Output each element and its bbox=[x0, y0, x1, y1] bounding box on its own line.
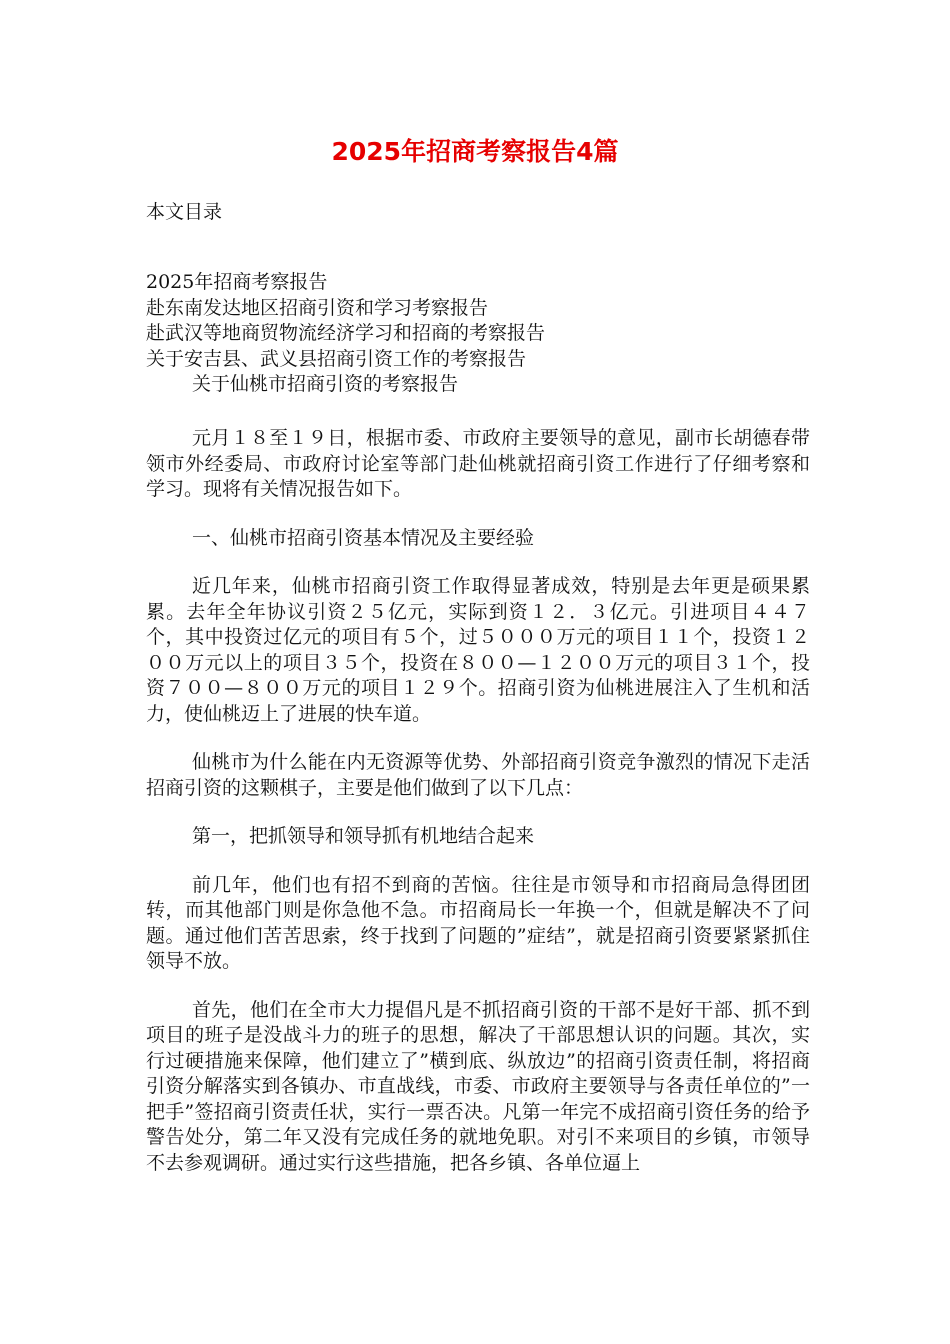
toc-item[interactable]: 关于仙桃市招商引资的考察报告 bbox=[192, 373, 459, 395]
document-body bbox=[146, 426, 810, 1199]
document-title: 2025年招商考察报告4篇 bbox=[331, 137, 619, 166]
toc-item[interactable]: 赴东南发达地区招商引资和学习考察报告 bbox=[146, 296, 489, 319]
paragraph: 仙桃市为什么能在内无资源等优势、外部招商引资竞争激烈的情况下走活招商引资的这颗棋子，主要是他们做到了以下几点： bbox=[146, 751, 810, 799]
paragraph: 首先，他们在全市大力提倡凡是不抓招商引资的干部不是好干部、抓不到项目的班子是没战斗力的班子的思想，解决了干部思想认识的问题。其次，实行过硬措施来保障，他们建立了”横到底、纵放边”的招商引资责任制，将招商引资分解落实到各镇办、市直战线，市委、市政府主要领导与各责任单位的”一把手”签招商引资责任状，实行一票否决。凡第一年完不成招商引资任务的给予警告处分，第二年又没有完成任务的就地免职。对引不来项目的乡镇，市领导不去参观调研。通过实行这些措施，把各乡镇、各单位逼上 bbox=[146, 998, 810, 1174]
section-heading: 第一，把抓领导和领导抓有机地结合起来 bbox=[192, 825, 535, 847]
paragraph: 前几年，他们也有招不到商的苦恼。往往是市领导和市招商局急得团团转，而其他部门则是你急他不急。市招商局长一年换一个，但就是解决不了问题。通过他们苦苦思索，终于找到了问题的”症结”，就是招商引资要紧紧抓住领导不放。 bbox=[146, 873, 810, 972]
paragraph: 元月１８至１９日，根据市委、市政府主要领导的意见，副市长胡德春带领市外经委局、市政府讨论室等部门赴仙桃就招商引资工作进行了仔细考察和学习。现将有关情况报告如下。 bbox=[146, 427, 810, 500]
toc-heading: 本文目录 bbox=[146, 201, 223, 223]
toc-item[interactable]: 2025年招商考察报告 bbox=[146, 271, 328, 293]
toc-item[interactable]: 关于安吉县、武义县招商引资工作的考察报告 bbox=[146, 347, 527, 370]
toc-item[interactable]: 赴武汉等地商贸物流经济学习和招商的考察报告 bbox=[146, 322, 546, 344]
paragraph: 近几年来，仙桃市招商引资工作取得显著成效，特别是去年更是硕果累累。去年全年协议引资２５亿元，实际到资１２．３亿元。引进项目４４７个，其中投资过亿元的项目有５个，过５０００万元的项目１１个，投资１２００万元以上的项目３５个，投资在８００—１２００万元的项目３１个，投资７００—８００万元的项目１２９个。招商引资为仙桃进展注入了生机和活力，使仙桃迈上了进展的快车道。 bbox=[146, 575, 810, 725]
table-of-contents bbox=[146, 270, 826, 398]
section-heading: 一、仙桃市招商引资基本情况及主要经验 bbox=[192, 526, 535, 549]
